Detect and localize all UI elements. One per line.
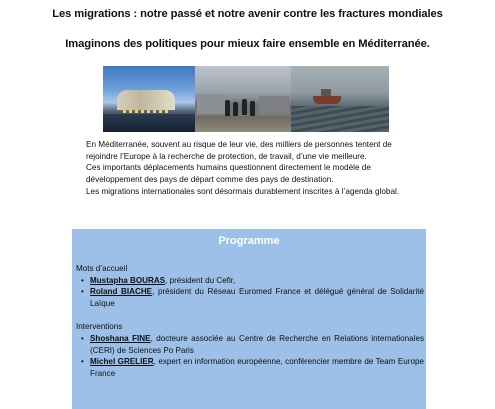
photo-boat-at-sea [291,66,389,132]
speaker-item [76,333,424,356]
bullet-icon: • [81,333,84,343]
speaker-name: Shoshana FINE [90,333,151,343]
programme-title: Programme [218,235,280,247]
speaker-item [76,275,424,287]
section-label-interventions: Interventions [76,322,123,332]
speaker-role: , expert en information européenne, conférencier membre de Team Europe France [90,357,424,378]
speaker-item [76,286,424,309]
page-subtitle: Imaginons des politiques pour mieux faire ensemble en Méditerranée. [65,38,430,50]
speaker-role: , docteure associée au Centre de Recherche en Relations internationales (CERI) de Sciences Po Paris [90,333,424,355]
speaker-name: Michel GRELIER [90,357,154,367]
photo-seaside-building [103,66,195,132]
bullet-icon: • [81,275,84,285]
programme-box [72,229,426,409]
photo-strip [103,66,389,132]
speaker-name: Roland BIACHE [90,287,153,297]
intro-paragraph: Les migrations internationales sont désormais durablement inscrites à l’agenda global. [86,186,400,196]
intro-paragraph: En Méditerranée, souvent au risque de leur vie, des milliers de personnes tentent de rejoindre l’Europe à la recherche de protection, de travail, d’une vie meilleure. [86,140,392,161]
intro-paragraph: Ces importants déplacements humains questionnent directement le modèle de développement des pays de départ comme des pays de destination. [86,163,371,185]
photo-migrants-walking [195,66,291,132]
speaker-role: , président du Réseau Euromed France et délégué général de Solidarité Laïque [90,287,425,308]
bullet-icon: • [81,357,84,367]
bullet-icon: • [81,287,84,297]
speaker-role: , président du Cefir, [165,275,236,285]
speaker-name: Mustapha BOURAS [90,275,166,285]
intro-text [86,139,418,198]
speaker-item [76,356,424,379]
page-title: Les migrations : notre passé et notre avenir contre les fractures mondiales [52,8,443,20]
section-label-welcome: Mots d’accueil [76,264,128,273]
